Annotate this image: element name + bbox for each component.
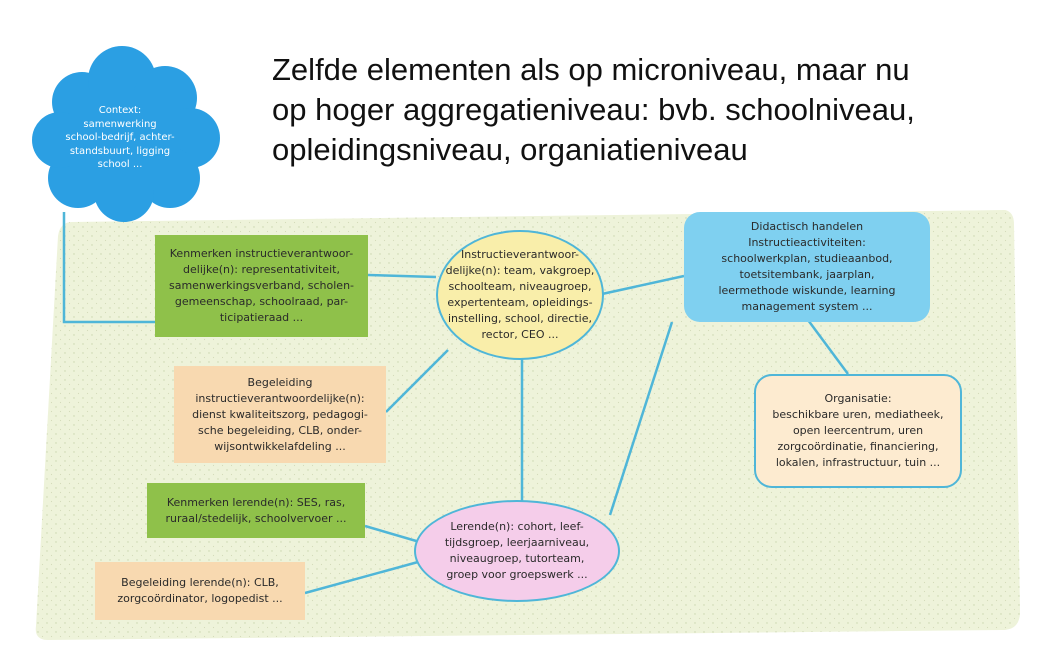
- cloud-line: school ...: [97, 159, 143, 170]
- node-line: lokalen, infrastructuur, tuin ...: [775, 456, 941, 469]
- cloud-line: school-bedrijf, achter-: [65, 132, 175, 143]
- node-line: Lerende(n): cohort, leef-: [450, 520, 584, 533]
- node-line: delijke(n): team, vakgroep,: [445, 264, 595, 277]
- node-line: gemeenschap, schoolraad, par-: [174, 295, 349, 308]
- node-line: delijke(n): representativiteit,: [183, 263, 340, 276]
- node-line: zorgcoördinatie, financiering,: [777, 440, 939, 453]
- node-line: dienst kwaliteitszorg, pedagogi-: [192, 407, 368, 421]
- kenmerken-lerende-box: [147, 483, 365, 538]
- node-line: samenwerkingsverband, scholen-: [168, 279, 355, 292]
- node-line: tijdsgroep, leerjaarniveau,: [444, 536, 590, 549]
- node-line: Begeleiding lerende(n): CLB,: [121, 576, 279, 589]
- title-line: op hoger aggregatieniveau: bvb. schoolniveau,: [272, 92, 915, 127]
- node-line: groep voor groepswerk ...: [446, 568, 588, 581]
- node-line: beschikbare uren, mediatheek,: [772, 408, 944, 421]
- organisatie-box: [754, 374, 962, 488]
- node-line: sche begeleiding, CLB, onder-: [198, 423, 362, 437]
- node-line: instelling, school, directie,: [448, 312, 592, 325]
- kenmerken-instructieverantwoordelijke-box: [155, 235, 368, 337]
- node-line: ruraal/stedelijk, schoolvervoer ...: [165, 511, 347, 525]
- node-line: schoolwerkplan, studieaanbod,: [721, 252, 893, 265]
- title-line: Zelfde elementen als op microniveau, maar nu: [272, 52, 910, 87]
- title-line: opleidingsniveau, organiatieniveau: [272, 132, 748, 167]
- slide-title: [272, 50, 992, 170]
- node-line: Instructieverantwoor-: [460, 248, 579, 261]
- node-line: leermethode wiskunde, learning: [718, 284, 896, 297]
- cloud-line: samenwerking: [83, 118, 157, 130]
- instructieverantwoordelijke-ellipse: [436, 230, 604, 360]
- node-line: zorgcoördinator, logopedist ...: [117, 592, 283, 605]
- node-line: toetsitembank, jaarplan,: [739, 268, 875, 281]
- node-line: open leercentrum, uren: [792, 424, 924, 437]
- begeleiding-lerende-box: [95, 562, 305, 620]
- node-line: Kenmerken instructieverantwoor-: [169, 247, 354, 260]
- context-cloud-text: [50, 104, 190, 172]
- node-line: schoolteam, niveaugroep,: [448, 280, 592, 293]
- cloud-line: Context:: [98, 105, 142, 116]
- node-line: Organisatie:: [824, 392, 892, 405]
- node-line: ticipatieraad ...: [219, 311, 304, 324]
- node-line: wijsontwikkelafdeling ...: [214, 439, 346, 453]
- didactisch-handelen-box: [684, 212, 930, 322]
- node-line: Kenmerken lerende(n): SES, ras,: [166, 495, 346, 509]
- node-line: Begeleiding: [247, 375, 313, 389]
- node-line: rector, CEO ...: [481, 328, 559, 341]
- cloud-line: standsbuurt, ligging: [69, 145, 171, 157]
- lerende-ellipse: [414, 500, 620, 602]
- node-line: Instructieactiviteiten:: [748, 236, 866, 249]
- begeleiding-instructieverantwoordelijke-box: [174, 366, 386, 463]
- node-line: niveaugroep, tutorteam,: [449, 552, 585, 565]
- node-line: instructieverantwoordelijke(n):: [195, 391, 365, 405]
- node-line: expertenteam, opleidings-: [447, 296, 593, 309]
- node-line: Didactisch handelen: [750, 220, 864, 233]
- node-line: management system ...: [741, 300, 873, 313]
